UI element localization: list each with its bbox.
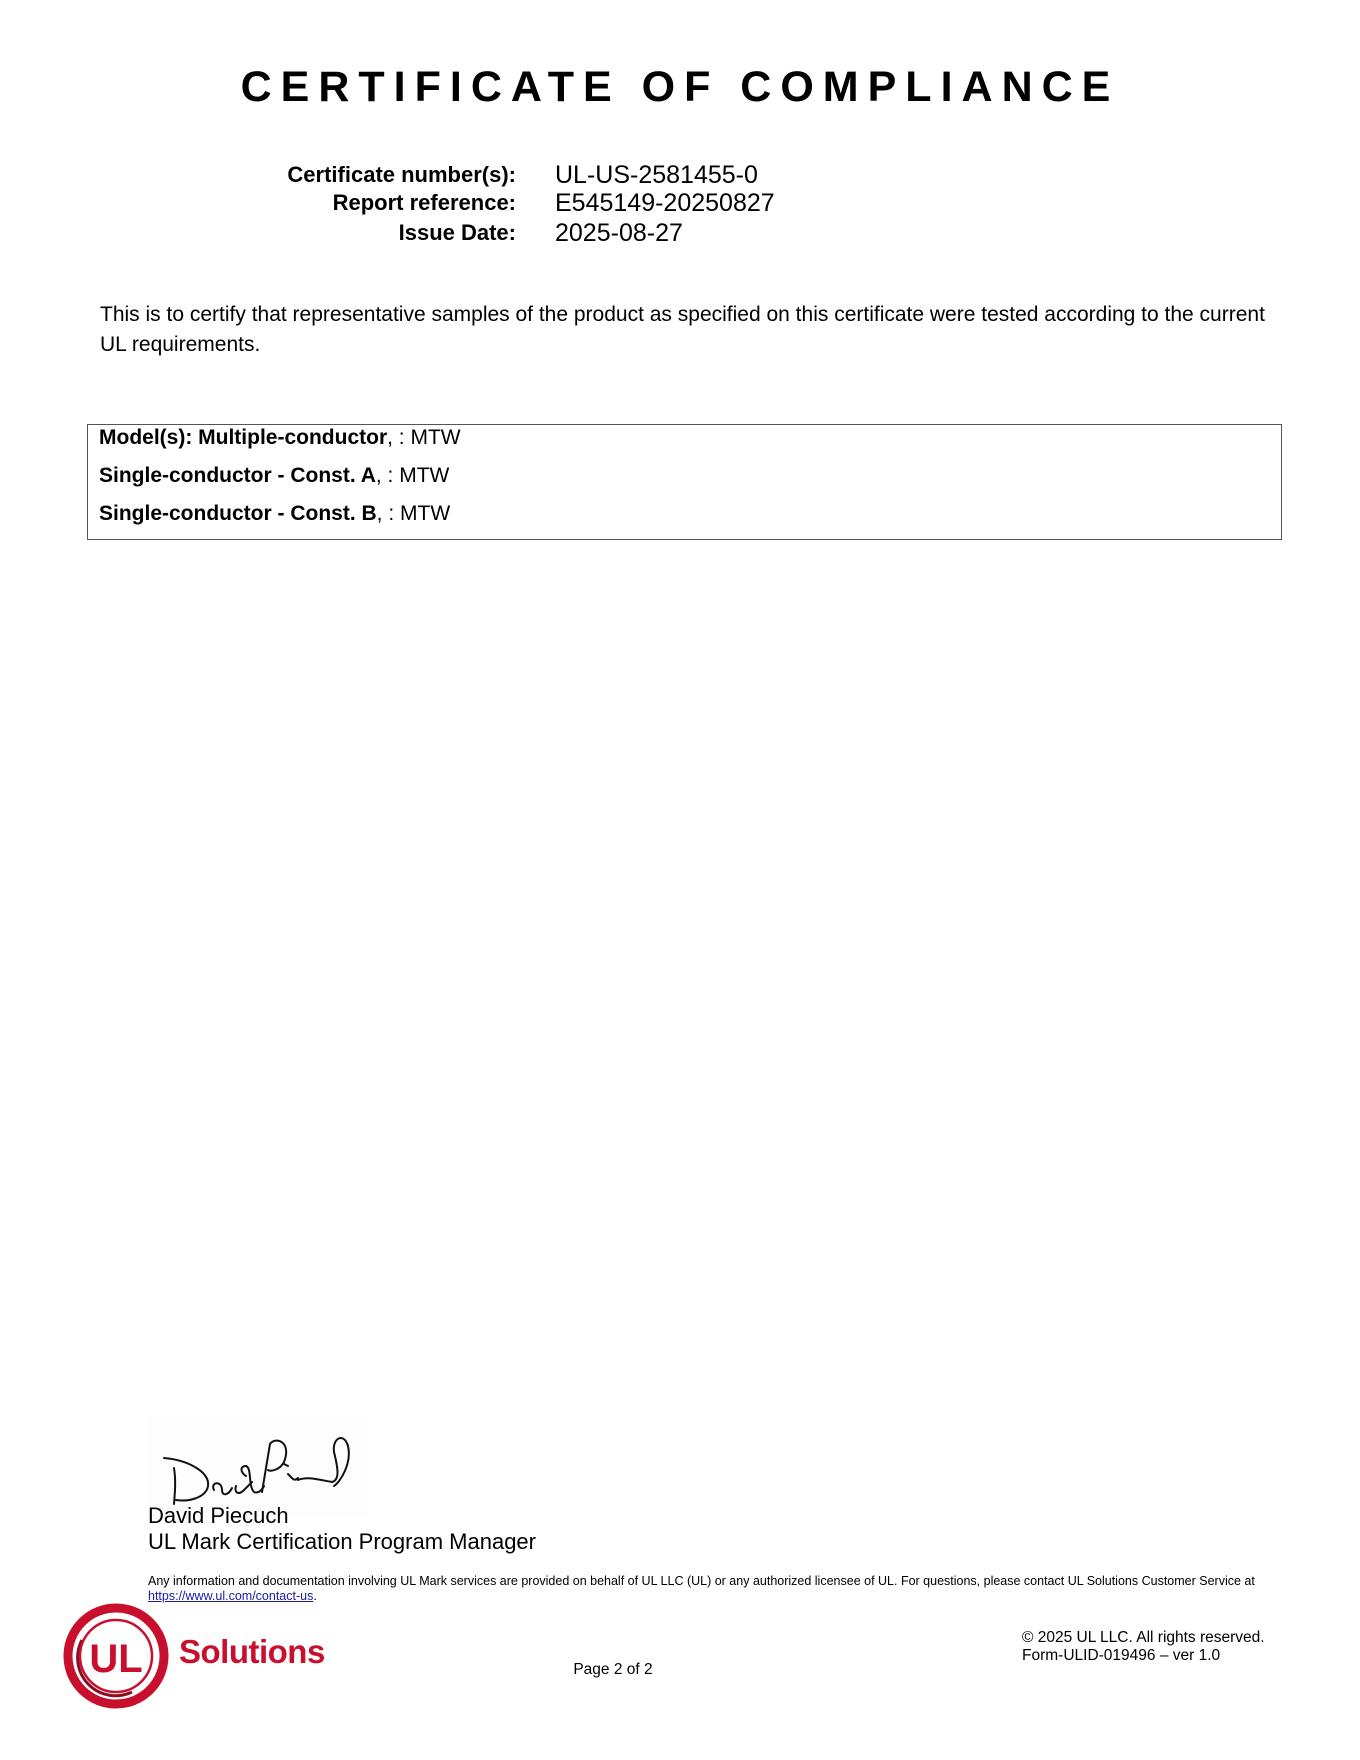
issue-date-row xyxy=(0,218,1360,248)
form-id: Form-ULID-019496 – ver 1.0 xyxy=(1022,1647,1221,1664)
model-value: MTW xyxy=(399,464,450,487)
model-value: MTW xyxy=(400,502,451,525)
report-reference-row xyxy=(0,188,1360,218)
model-separator: , : xyxy=(387,426,411,449)
ul-solutions-logo xyxy=(62,1600,172,1712)
logo-wordmark: Solutions xyxy=(179,1633,325,1670)
model-prefix: Model(s): xyxy=(99,426,199,449)
svg-text:UL: UL xyxy=(89,1637,143,1681)
report-reference-label: Report reference: xyxy=(332,190,516,215)
disclaimer-trailing: . xyxy=(313,1589,317,1603)
issue-date-label: Issue Date: xyxy=(398,220,516,245)
contact-us-link[interactable]: https://www.ul.com/contact-us xyxy=(148,1589,314,1603)
copyright: © 2025 UL LLC. All rights reserved. xyxy=(1022,1629,1265,1646)
model-row xyxy=(99,500,450,528)
certificate-number-label: Certificate number(s): xyxy=(287,162,516,187)
certificate-number-value: UL-US-2581455-0 xyxy=(555,161,758,189)
signatory-name: David Piecuch xyxy=(148,1503,289,1528)
model-value: MTW xyxy=(410,426,461,449)
models-box xyxy=(87,424,1282,540)
disclaimer xyxy=(148,1574,1278,1604)
signature-image xyxy=(148,1416,368,1516)
model-row xyxy=(99,462,449,490)
model-separator: , : xyxy=(375,464,400,487)
disclaimer-text: Any information and documentation involving UL Mark services are provided on behalf of UL LLC (UL) or any authorized licensee of UL. For questions, please contact UL Solutions Customer Service at xyxy=(148,1574,1255,1588)
model-row xyxy=(99,424,461,452)
model-separator: , : xyxy=(376,502,400,525)
model-name: Multiple-conductor xyxy=(198,426,388,449)
signatory-title: UL Mark Certification Program Manager xyxy=(148,1529,536,1554)
issue-date-value: 2025-08-27 xyxy=(555,219,683,247)
document-title: CERTIFICATE OF COMPLIANCE xyxy=(240,63,1120,111)
model-name: Single-conductor - Const. B xyxy=(99,502,377,525)
page-number: Page 2 of 2 xyxy=(573,1661,653,1678)
report-reference-value: E545149-20250827 xyxy=(555,189,775,217)
signature-icon xyxy=(148,1416,368,1516)
certification-statement: This is to certify that representative samples of the product as specified on this certificate were tested according to the current UL requirements. xyxy=(100,303,1265,356)
ul-logo-icon xyxy=(62,1600,172,1712)
certificate-number-row xyxy=(0,160,1360,190)
model-name: Single-conductor - Const. A xyxy=(99,464,376,487)
